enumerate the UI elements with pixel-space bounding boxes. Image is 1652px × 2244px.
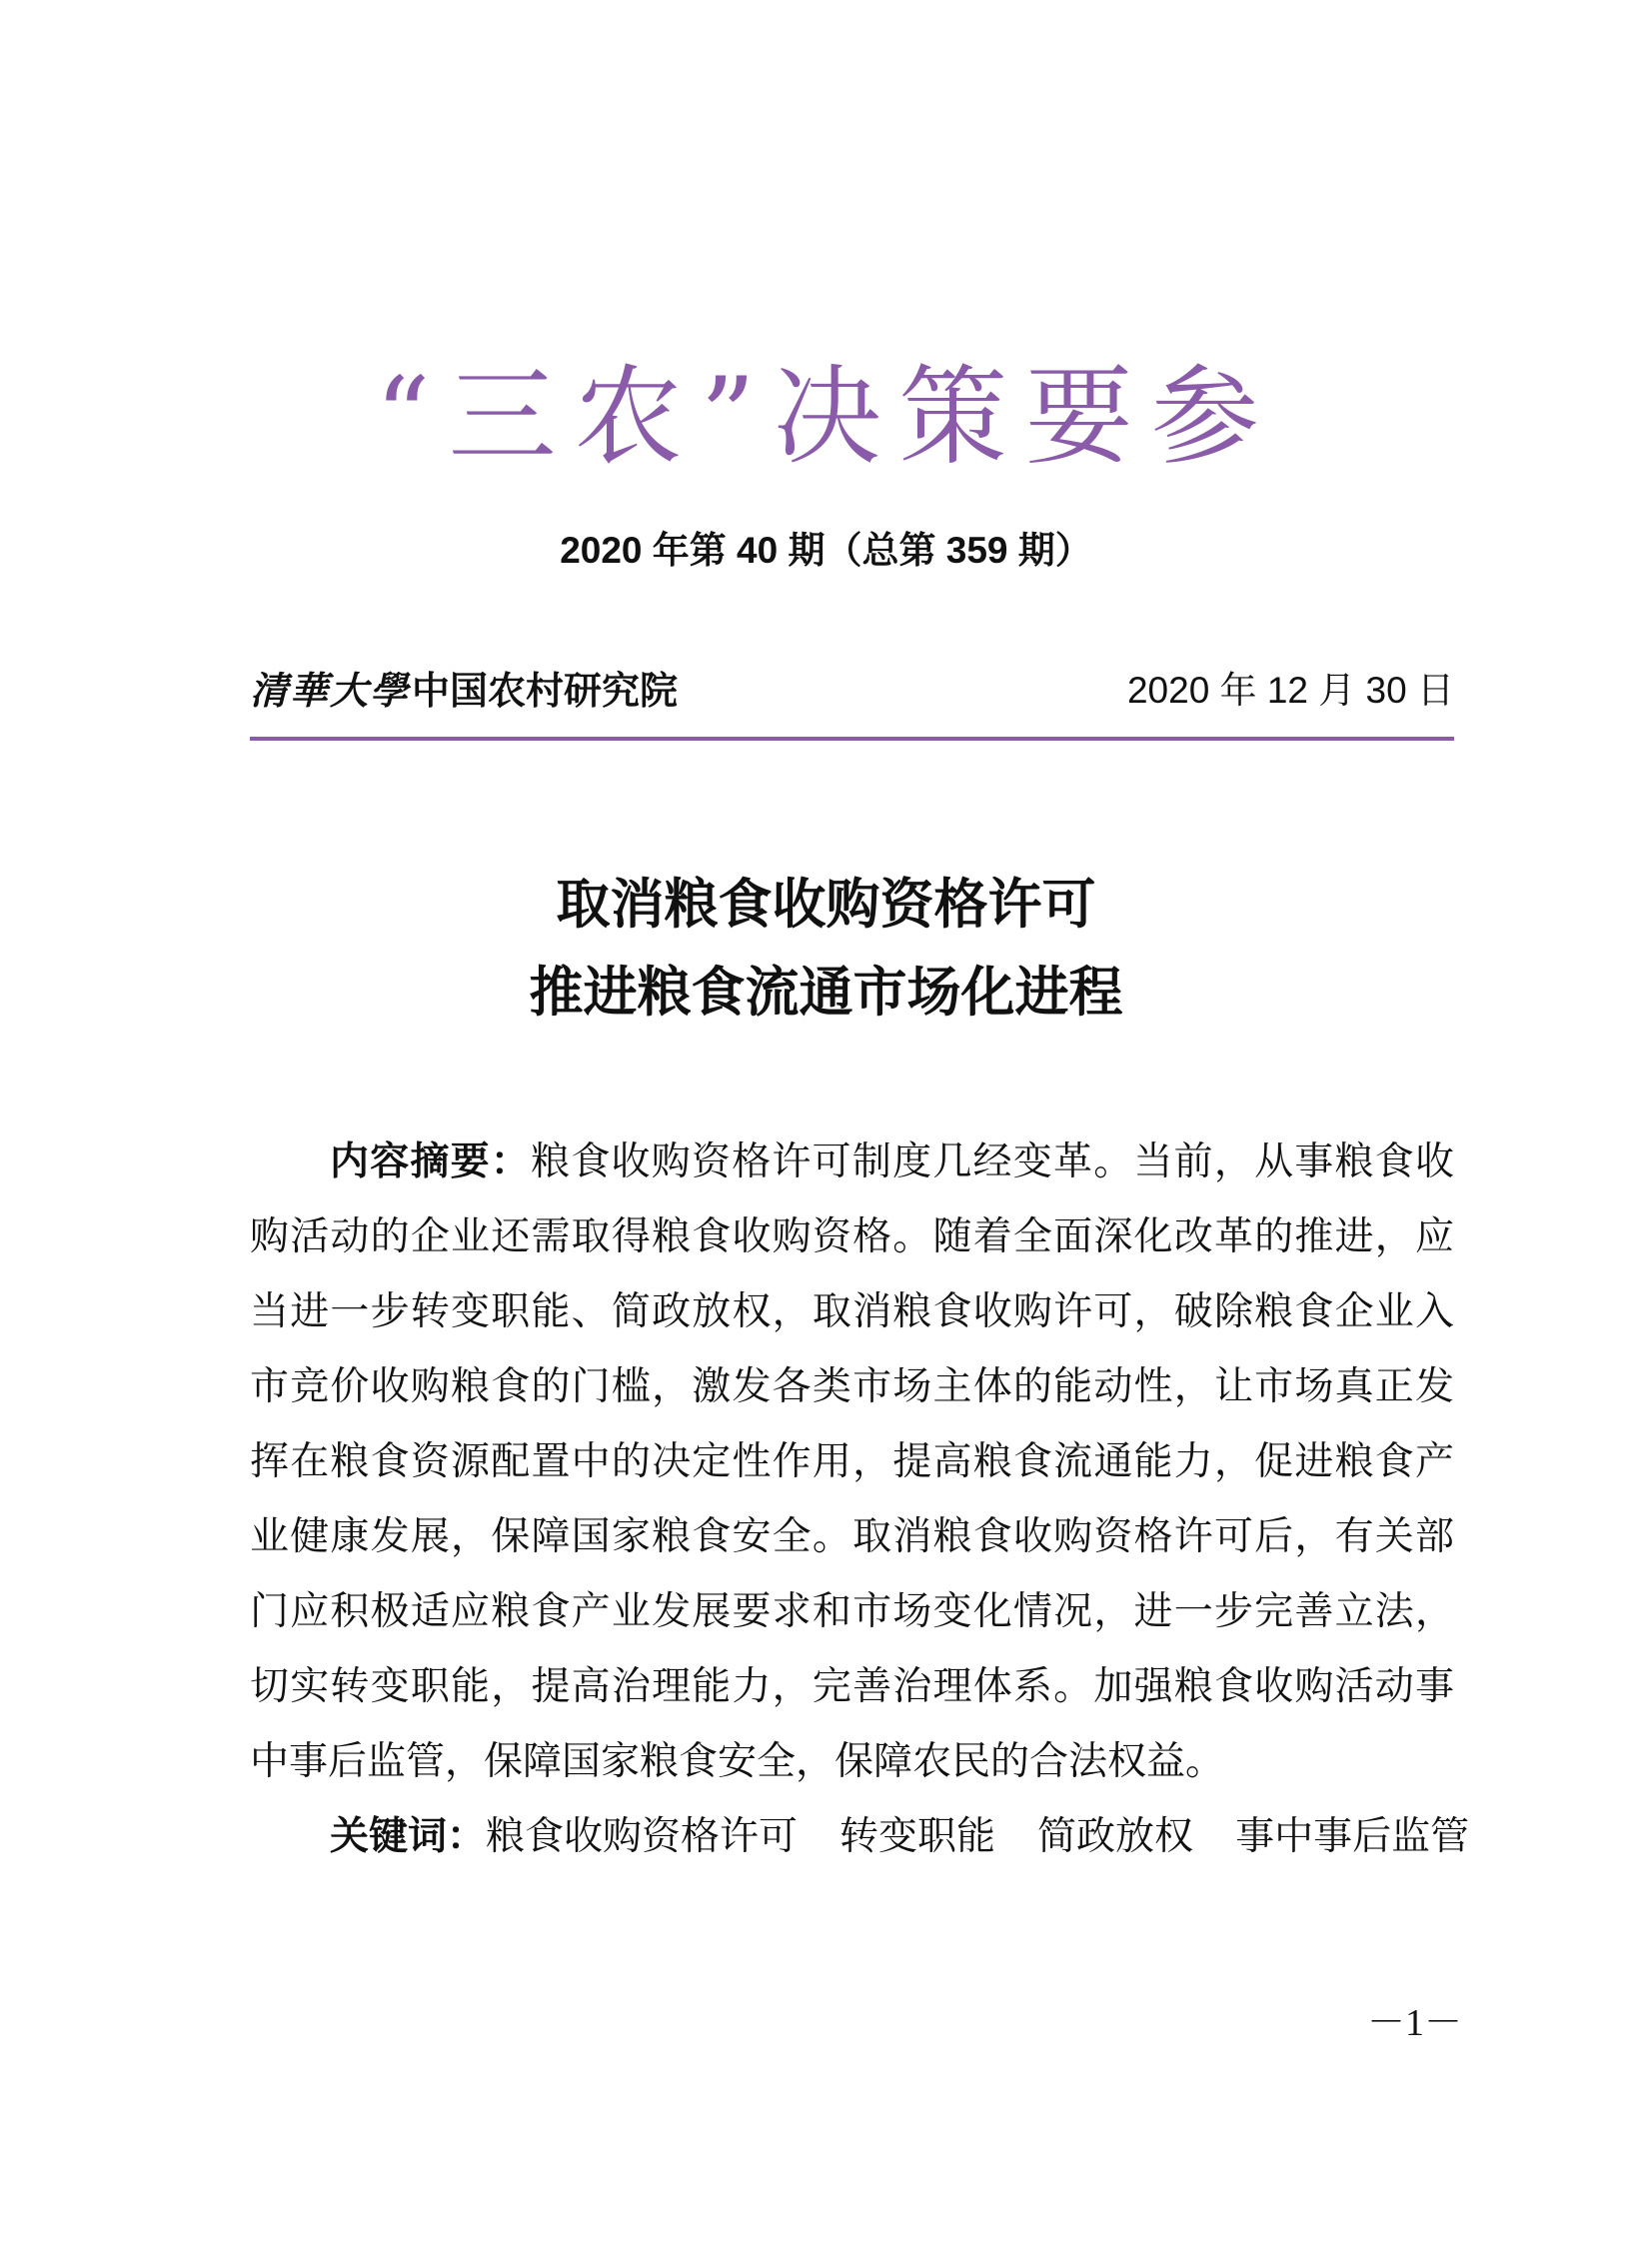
issue-date: 2020 年 12 月 30 日 bbox=[1126, 670, 1454, 711]
keywords-label: 关键词： bbox=[330, 1814, 487, 1859]
institute-name: 中国农村研究院 bbox=[412, 669, 679, 713]
article-title-line-2: 推进粮食流通市场化进程 bbox=[529, 961, 1123, 1024]
abstract-label: 内容摘要： bbox=[330, 1139, 532, 1184]
university-calligraphy-logo: 清華大學 bbox=[250, 668, 411, 713]
header-divider bbox=[250, 737, 1454, 741]
article-title-line-1: 取消粮食收购资格许可 bbox=[556, 873, 1096, 936]
keyword-item: 简政放权 bbox=[1037, 1814, 1194, 1859]
keyword-item: 转变职能 bbox=[839, 1814, 996, 1859]
page-number: －1－ bbox=[1366, 2002, 1462, 2044]
masthead-title: “三农”决策要参 bbox=[375, 355, 1277, 480]
abstract-paragraph bbox=[250, 1124, 1454, 1799]
keyword-item: 粮食收购资格许可 bbox=[486, 1814, 799, 1859]
abstract-text: 粮食收购资格许可制度几经变革。当前，从事粮食收购活动的企业还需取得粮食收购资格。随着全面深化改革的推进，应当进一步转变职能、简政放权，取消粮食收购许可，破除粮食企业入市竞价收购粮食的门槛，激发各类市场主体的能动性，让市场真正发挥在粮食资源配置中的决定性作用，提高粮食流通能力，促进粮食产业健康发展，保障国家粮食安全。取消粮食收购资格许可后，有关部门应积极适应粮食产业发展要求和市场变化情况，进一步完善立法，切实转变职能，提高治理能力，完善治理体系。加强粮食收购活动事中事后监管，保障国家粮食安全，保障农民的合法权益。 bbox=[250, 1139, 1454, 1784]
header-row bbox=[250, 658, 1454, 714]
keyword-item: 事中事后监管 bbox=[1235, 1814, 1470, 1859]
keywords-line bbox=[250, 1799, 1470, 1874]
issue-number: 2020 年第 40 期（总第 359 期） bbox=[560, 530, 1092, 571]
